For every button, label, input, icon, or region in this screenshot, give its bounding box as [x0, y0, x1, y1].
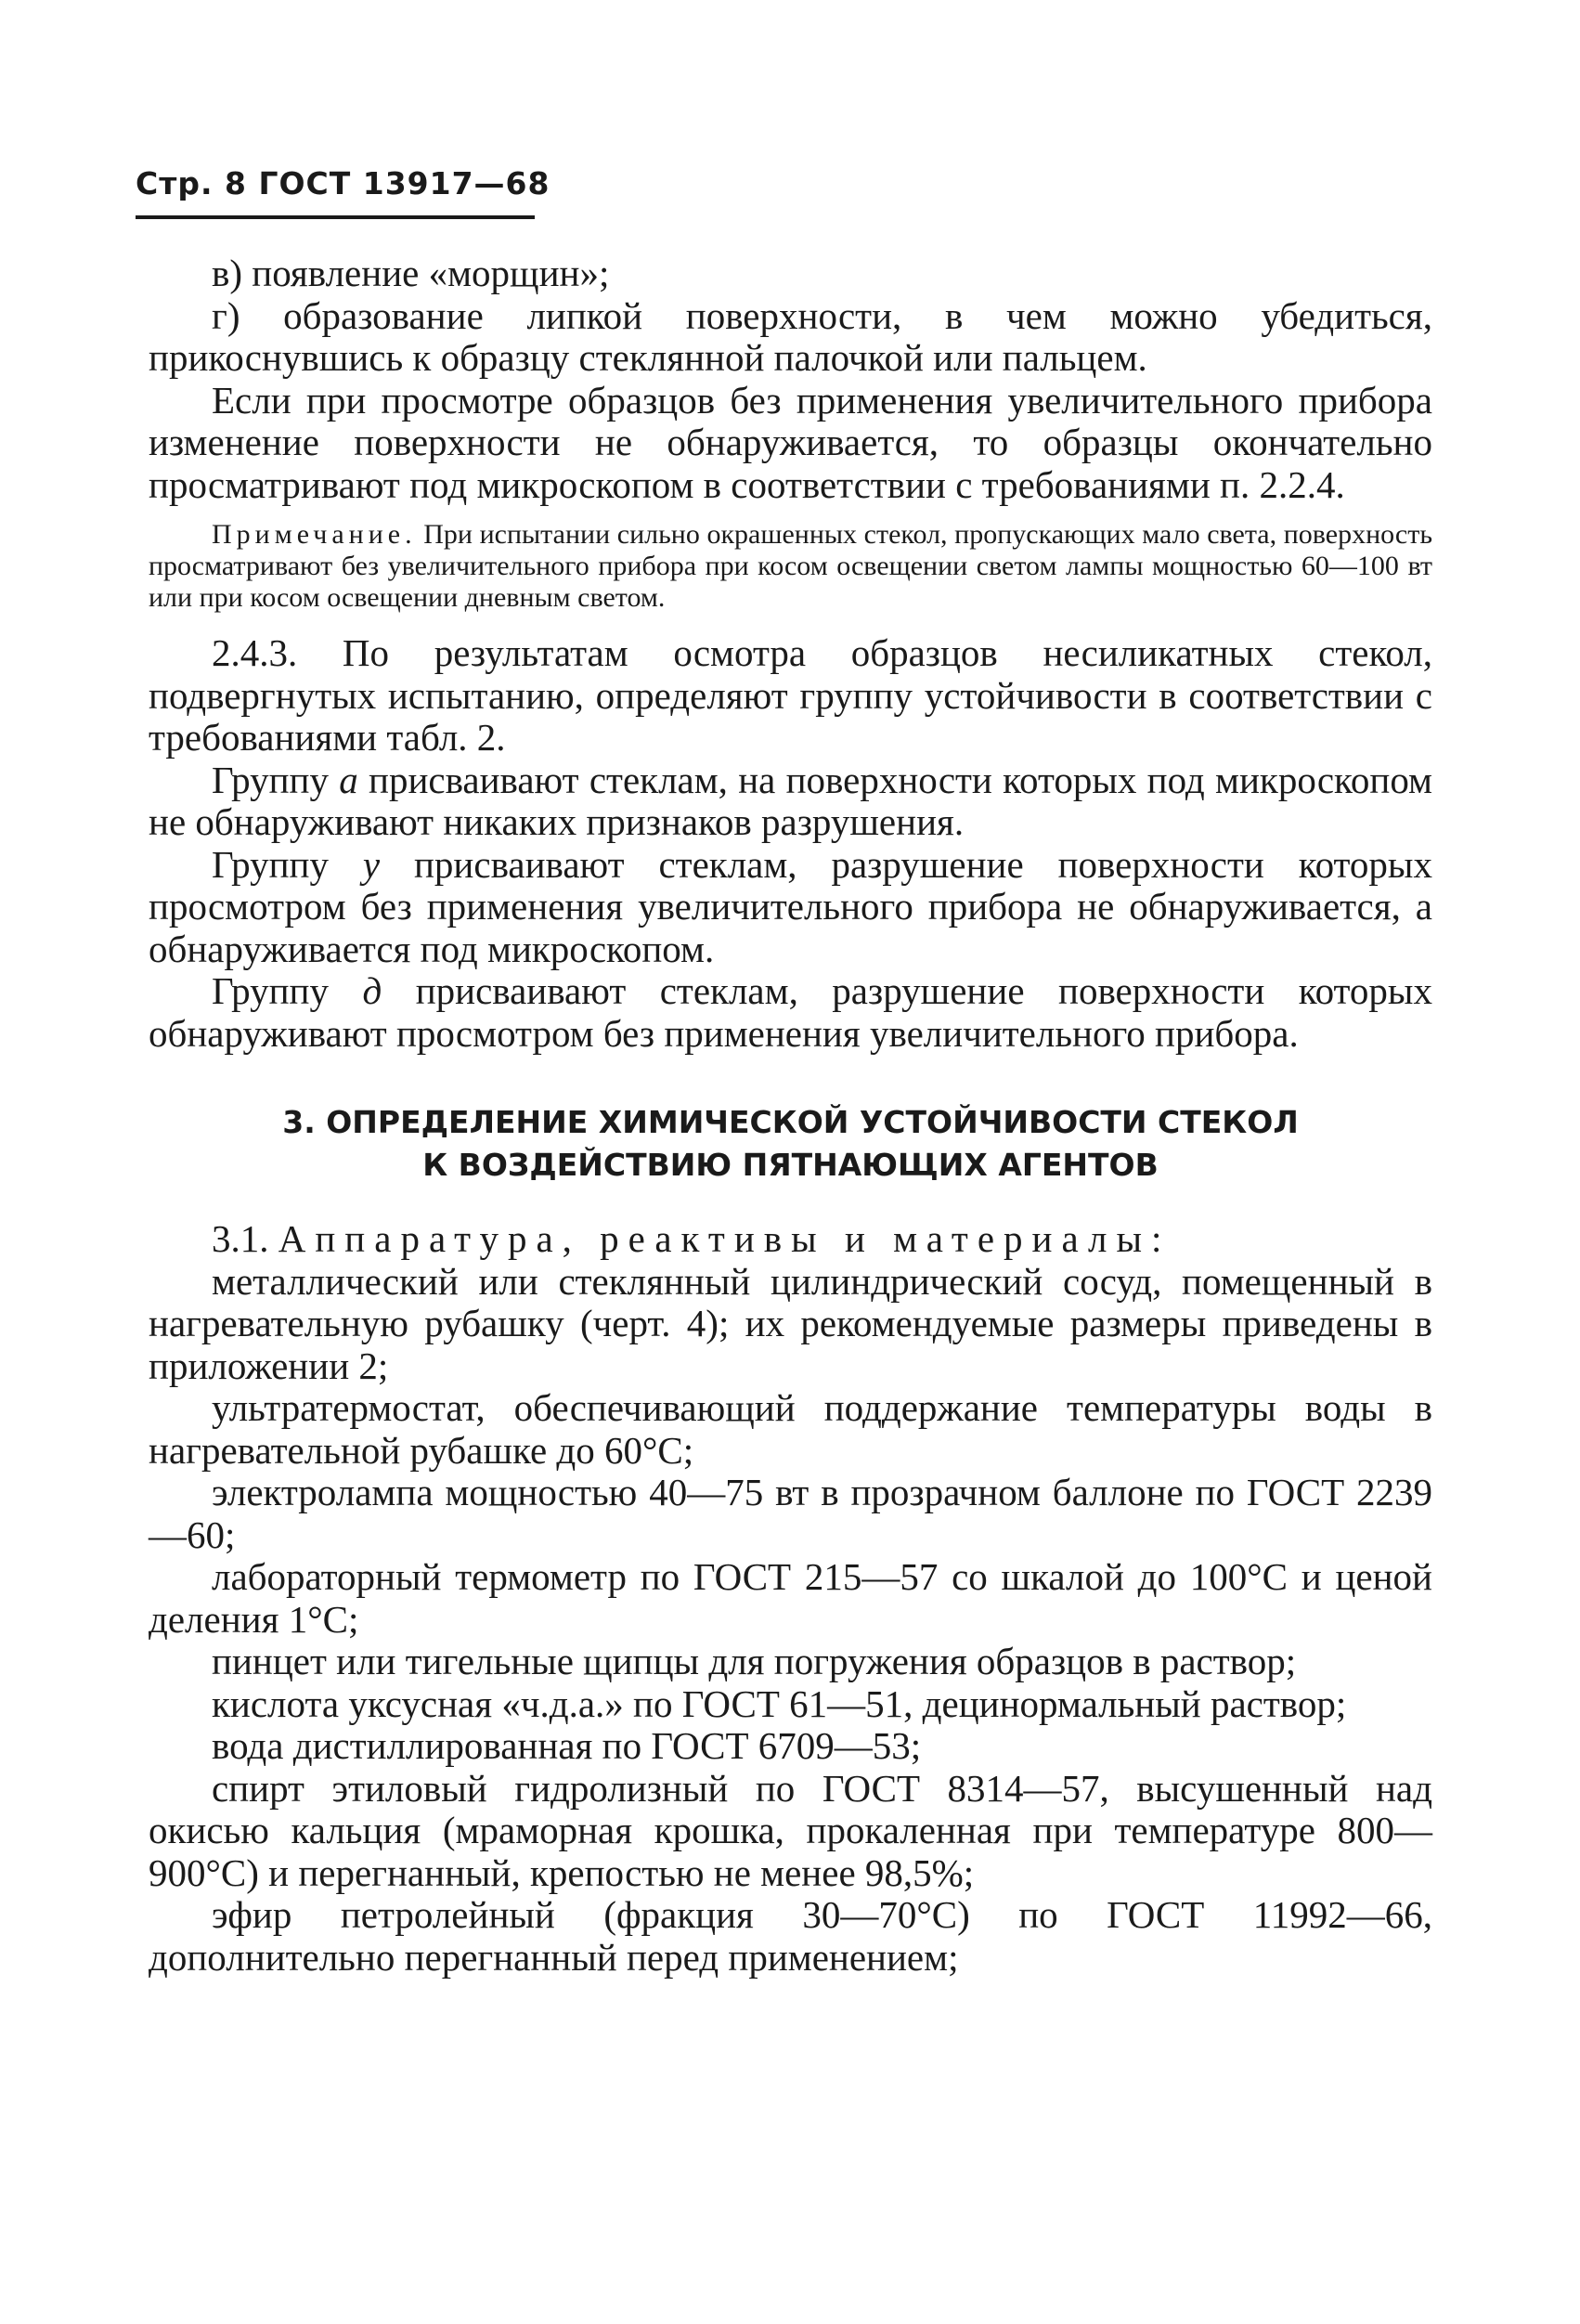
group-u-prefix: Группу: [212, 842, 363, 886]
group-d-letter: д: [362, 969, 382, 1012]
group-a-text: присваивают стеклам, на поверхности которых под микроскопом не обнаруживают никаких признаков разрушения.: [149, 758, 1432, 843]
group-u-letter: у: [362, 842, 381, 886]
group-a-paragraph: [149, 760, 1432, 844]
note-label: Примечание.: [212, 519, 417, 550]
section-3-title: [149, 1101, 1432, 1187]
group-d-text: присваивают стеклам, разрушение поверхности которых обнаруживают просмотром без применения увеличительного прибора.: [149, 969, 1432, 1055]
clause-2-4-3: 2.4.3. По результатам осмотра образцов несиликатных стекол, подвергнутых испытанию, определяют группу устойчивости в соответствии с требованиями табл. 2.: [149, 631, 1432, 759]
note-text: При испытании сильно окрашенных стекол, пропускающих мало света, поверхность просматривают без увеличительного прибора при косом освещении светом лампы мощностью 60—100 вт или при косом освещении дневным светом.: [149, 519, 1433, 613]
group-a-prefix: Группу: [212, 758, 340, 801]
clause-3-1-number: 3.1.: [212, 1217, 278, 1260]
group-a-letter: а: [339, 758, 358, 801]
header-rule: [136, 215, 535, 219]
page-header: Стр. 8 ГОСТ 13917—68: [136, 165, 550, 201]
section-title-line-1: 3. ОПРЕДЕЛЕНИЕ ХИМИЧЕСКОЙ УСТОЙЧИВОСТИ СТЕКОЛ: [282, 1104, 1299, 1140]
list-item: лабораторный термометр по ГОСТ 215—57 со шкалой до 100°С и ценой деления 1°С;: [149, 1555, 1432, 1641]
paragraph-inspection: Если при просмотре образцов без применения увеличительного прибора изменение поверхности не обнаруживается, то образцы окончательно просматривают под микроскопом в соответствии с требованиями п. 2.2.4.: [149, 378, 1432, 506]
list-item: пинцет или тигельные щипцы для погружения образцов в раствор;: [212, 1640, 1297, 1682]
list-item: электролампа мощностью 40—75 вт в прозрачном баллоне по ГОСТ 2239—60;: [149, 1471, 1432, 1556]
list-item: кислота уксусная «ч.д.а.» по ГОСТ 61—51, децинормальный раствор;: [212, 1681, 1347, 1725]
document-body: [149, 253, 1432, 1979]
paragraph-item-v: в) появление «морщин»;: [212, 252, 610, 294]
section-title-line-2: К ВОЗДЕЙСТВИЮ ПЯТНАЮЩИХ АГЕНТОВ: [422, 1147, 1159, 1183]
list-item: спирт этиловый гидролизный по ГОСТ 8314—57, высушенный над окисью кальция (мраморная крошка, прокаленная при температуре 800—900°С) и перегнанный, крепостью не менее 98,5%;: [149, 1766, 1432, 1894]
list-item: вода дистиллированная по ГОСТ 6709—53;: [212, 1724, 922, 1767]
note: [149, 519, 1432, 614]
group-u-text: присваивают стеклам, разрушение поверхности которых просмотром без применения увеличительного прибора не обнаруживается, а обнаруживается под микроскопом.: [149, 842, 1432, 970]
clause-3-1-heading: Аппаратура, реактивы и материалы:: [278, 1217, 1172, 1260]
clause-3-1: [149, 1218, 1432, 1261]
group-u-paragraph: [149, 844, 1432, 971]
list-item: металлический или стеклянный цилиндрический сосуд, помещенный в нагревательную рубашку (черт. 4); их рекомендуемые размеры приведены в приложении 2;: [149, 1259, 1432, 1387]
group-d-prefix: Группу: [212, 969, 363, 1012]
group-d-paragraph: [149, 970, 1432, 1055]
paragraph-item-g: г) образование липкой поверхности, в чем можно убедиться, прикоснувшись к образцу стеклянной палочкой или пальцем.: [149, 293, 1432, 379]
list-item: эфир петролейный (фракция 30—70°С) по ГОСТ 11992—66, дополнительно перегнанный перед применением;: [149, 1893, 1432, 1979]
list-item: ультратермостат, обеспечивающий поддержание температуры воды в нагревательной рубашке до 60°С;: [149, 1386, 1432, 1472]
